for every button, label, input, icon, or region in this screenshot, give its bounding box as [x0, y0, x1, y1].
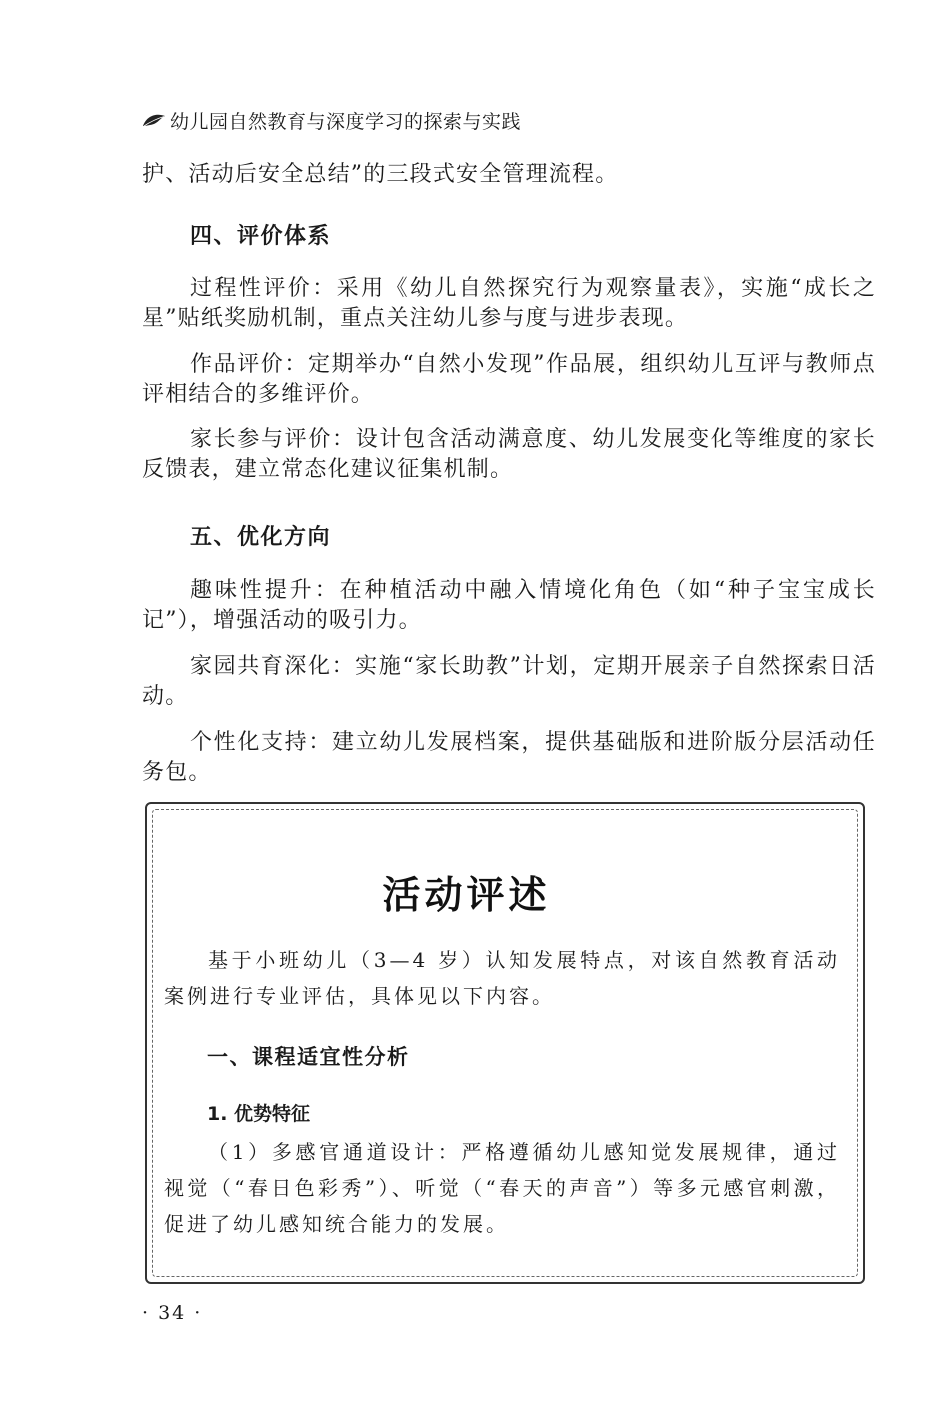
running-header — [142, 106, 521, 134]
section-heading-evaluation: 四、评价体系 — [190, 224, 332, 249]
page-number: · 34 · — [142, 1302, 203, 1324]
section-heading-optimization: 五、优化方向 — [190, 525, 332, 550]
paragraph-personalized-support: 个性化支持：建立幼儿发展档案，提供基础版和进阶版分层活动任务包。 — [142, 730, 876, 785]
paragraph-parent-evaluation: 家长参与评价：设计包含活动满意度、幼儿发展变化等维度的家长反馈表，建立常态化建议征集机制。 — [142, 427, 876, 482]
paragraph-process-evaluation: 过程性评价：采用《幼儿自然探究行为观察量表》，实施“成长之星”贴纸奖励机制，重点关注幼儿参与度与进步表现。 — [142, 276, 876, 331]
header-title: 幼儿园自然教育与深度学习的探索与实践 — [170, 110, 522, 133]
review-box-title: 活动评述 — [382, 873, 551, 917]
review-subheading-advantages: 1. 优势特征 — [207, 1103, 311, 1125]
continuation-text: 护、活动后安全总结”的三段式安全管理流程。 — [142, 162, 619, 187]
paragraph-fun-improvement: 趣味性提升：在种植活动中融入情境化角色（如“种子宝宝成长记”），增强活动的吸引力。 — [142, 578, 876, 633]
review-intro-text: 基于小班幼儿（3—4 岁）认知发展特点，对该自然教育活动案例进行专业评估，具体见以下内容。 — [164, 948, 840, 1008]
paragraph-home-school: 家园共育深化：实施“家长助教”计划，定期开展亲子自然探索日活动。 — [142, 654, 876, 709]
review-heading-suitability: 一、课程适宜性分析 — [207, 1045, 410, 1069]
leaf-icon — [142, 112, 166, 128]
review-paragraph-multisensory: （1）多感官通道设计：严格遵循幼儿感知觉发展规律，通过视觉（“春日色彩秀”）、听觉（“春天的声音”）等多元感官刺激，促进了幼儿感知统合能力的发展。 — [164, 1140, 840, 1236]
paragraph-work-evaluation: 作品评价：定期举办“自然小发现”作品展，组织幼儿互评与教师点评相结合的多维评价。 — [142, 352, 876, 407]
